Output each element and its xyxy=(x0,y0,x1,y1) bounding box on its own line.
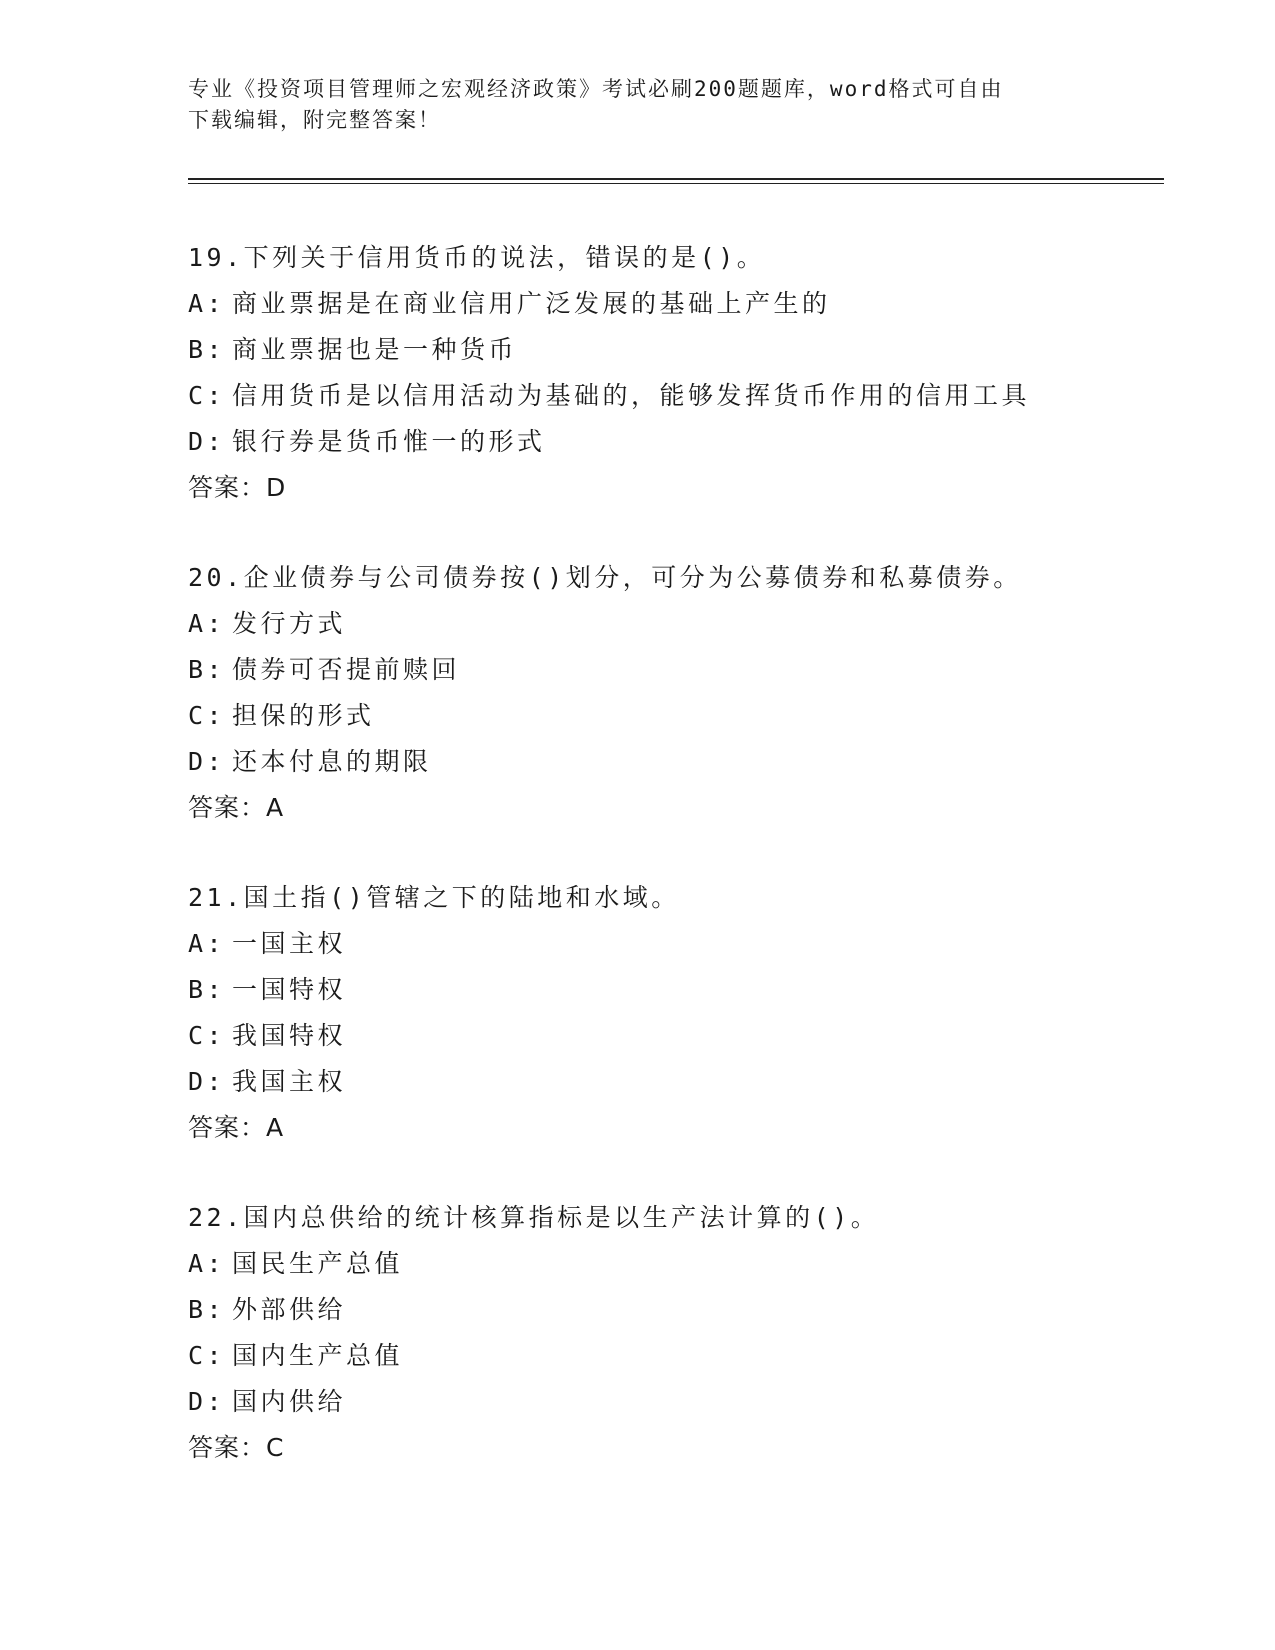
option-text: 担保的形式 xyxy=(232,701,375,730)
option-letter: C: xyxy=(188,1341,226,1370)
option-letter: D: xyxy=(188,1387,226,1416)
option-text: 外部供给 xyxy=(232,1295,347,1324)
option-letter: C: xyxy=(188,1021,226,1050)
option-c xyxy=(188,373,1148,419)
option-b xyxy=(188,1287,1148,1333)
header-line-2: 下载编辑，附完整答案！ xyxy=(188,108,441,132)
option-a xyxy=(188,1241,1148,1287)
option-text: 信用货币是以信用活动为基础的，能够发挥货币作用的信用工具 xyxy=(232,381,1031,410)
option-text: 还本付息的期限 xyxy=(232,747,432,776)
option-d xyxy=(188,739,1148,785)
question-stem: 22.国内总供给的统计核算指标是以生产法计算的()。 xyxy=(188,1203,880,1232)
option-b xyxy=(188,647,1148,693)
option-d xyxy=(188,419,1148,465)
option-b xyxy=(188,327,1148,373)
option-text: 发行方式 xyxy=(232,609,347,638)
option-letter: B: xyxy=(188,335,226,364)
option-letter: B: xyxy=(188,975,226,1004)
answer-line: 答案：A xyxy=(188,1113,285,1142)
answer-line: 答案：A xyxy=(188,793,285,822)
option-letter: A: xyxy=(188,1249,226,1278)
document-header xyxy=(188,74,1088,136)
question-stem: 19.下列关于信用货币的说法，错误的是()。 xyxy=(188,243,766,272)
option-letter: D: xyxy=(188,1067,226,1096)
question-21 xyxy=(188,875,1148,1195)
option-letter: D: xyxy=(188,747,226,776)
answer-line: 答案：D xyxy=(188,473,287,502)
header-line-1: 专业《投资项目管理师之宏观经济政策》考试必刷200题题库，word格式可自由 xyxy=(188,77,1004,101)
option-d xyxy=(188,1379,1148,1425)
option-text: 商业票据也是一种货币 xyxy=(232,335,518,364)
option-text: 一国主权 xyxy=(232,929,347,958)
option-a xyxy=(188,601,1148,647)
option-text: 一国特权 xyxy=(232,975,347,1004)
option-c xyxy=(188,1013,1148,1059)
option-b xyxy=(188,967,1148,1013)
option-c xyxy=(188,1333,1148,1379)
question-20 xyxy=(188,555,1148,875)
header-divider-thick xyxy=(188,178,1164,180)
option-text: 我国特权 xyxy=(232,1021,347,1050)
option-text: 国内生产总值 xyxy=(232,1341,404,1370)
option-d xyxy=(188,1059,1148,1105)
option-text: 国民生产总值 xyxy=(232,1249,404,1278)
option-a xyxy=(188,281,1148,327)
option-text: 商业票据是在商业信用广泛发展的基础上产生的 xyxy=(232,289,831,318)
header-divider-thin xyxy=(188,183,1164,184)
option-text: 银行券是货币惟一的形式 xyxy=(232,427,546,456)
option-text: 我国主权 xyxy=(232,1067,347,1096)
option-letter: C: xyxy=(188,381,226,410)
question-list xyxy=(188,235,1148,1515)
question-22 xyxy=(188,1195,1148,1515)
option-letter: B: xyxy=(188,655,226,684)
question-19 xyxy=(188,235,1148,555)
option-letter: A: xyxy=(188,929,226,958)
question-stem: 20.企业债券与公司债券按()划分，可分为公募债券和私募债券。 xyxy=(188,563,1022,592)
question-stem: 21.国土指()管辖之下的陆地和水域。 xyxy=(188,883,680,912)
option-letter: B: xyxy=(188,1295,226,1324)
option-letter: D: xyxy=(188,427,226,456)
option-text: 国内供给 xyxy=(232,1387,347,1416)
option-letter: C: xyxy=(188,701,226,730)
option-text: 债券可否提前赎回 xyxy=(232,655,461,684)
option-letter: A: xyxy=(188,609,226,638)
answer-line: 答案：C xyxy=(188,1433,285,1462)
option-a xyxy=(188,921,1148,967)
option-letter: A: xyxy=(188,289,226,318)
option-c xyxy=(188,693,1148,739)
